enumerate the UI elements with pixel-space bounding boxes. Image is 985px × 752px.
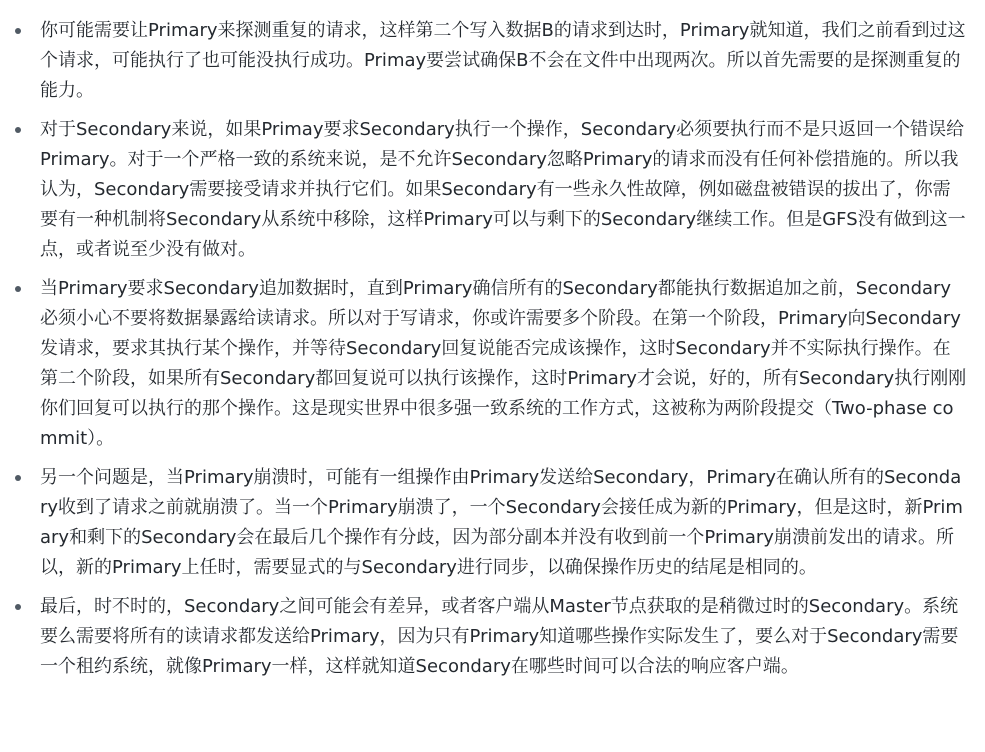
bullet-dot-icon (15, 286, 21, 292)
list-item (0, 115, 967, 265)
bullet-dot-icon (15, 28, 21, 34)
bullet-dot-icon (15, 475, 21, 481)
list-item (0, 274, 967, 454)
list-item-text: 另一个问题是，当Primary崩溃时，可能有一组操作由Primary发送给Secondary，Primary在确认所有的Secondary收到了请求之前就崩溃了。当一个Primary崩溃了，一个Secondary会接任成为新的Primary，但是这时，新Primary和剩下的Secondary会在最后几个操作有分歧，因为部分副本并没有收到前一个Primary崩溃前发出的请求。所以，新的Primary上任时，需要显式的与Secondary进行同步，以确保操作历史的结尾是相同的。 (40, 467, 963, 578)
list-item-text: 当Primary要求Secondary追加数据时，直到Primary确信所有的Secondary都能执行数据追加之前，Secondary必须小心不要将数据暴露给读请求。所以对于写请求，你或许需要多个阶段。在第一个阶段，Primary向Secondary发请求，要求其执行某个操作，并等待Secondary回复说能否完成该操作，这时Secondary并不实际执行操作。在第二个阶段，如果所有Secondary都回复说可以执行该操作，这时Primary才会说，好的，所有Secondary执行刚刚你们回复可以执行的那个操作。这是现实世界中很多强一致系统的工作方式，这被称为两阶段提交（Two-phase commit）。 (40, 278, 967, 449)
bullet-dot-icon (15, 604, 21, 610)
list-item (0, 463, 967, 583)
list-item-text: 你可能需要让Primary来探测重复的请求，这样第二个写入数据B的请求到达时，Primary就知道，我们之前看到过这个请求，可能执行了也可能没执行成功。Primay要尝试确保B不会在文件中出现两次。所以首先需要的是探测重复的能力。 (40, 20, 966, 101)
bullet-dot-icon (15, 127, 21, 133)
list-item (0, 16, 967, 106)
list-item-text: 最后，时不时的，Secondary之间可能会有差异，或者客户端从Master节点获取的是稍微过时的Secondary。系统要么需要将所有的读请求都发送给Primary，因为只有Primary知道哪些操作实际发生了，要么对于Secondary需要一个租约系统，就像Primary一样，这样就知道Secondary在哪些时间可以合法的响应客户端。 (40, 596, 959, 677)
list-item (0, 592, 967, 682)
bullet-list (0, 16, 967, 682)
list-item-text: 对于Secondary来说，如果Primay要求Secondary执行一个操作，Secondary必须要执行而不是只返回一个错误给Primary。对于一个严格一致的系统来说，是不允许Secondary忽略Primary的请求而没有任何补偿措施的。所以我认为，Secondary需要接受请求并执行它们。如果Secondary有一些永久性故障，例如磁盘被错误的拔出了，你需要有一种机制将Secondary从系统中移除，这样Primary可以与剩下的Secondary继续工作。但是GFS没有做到这一点，或者说至少没有做对。 (40, 119, 966, 260)
